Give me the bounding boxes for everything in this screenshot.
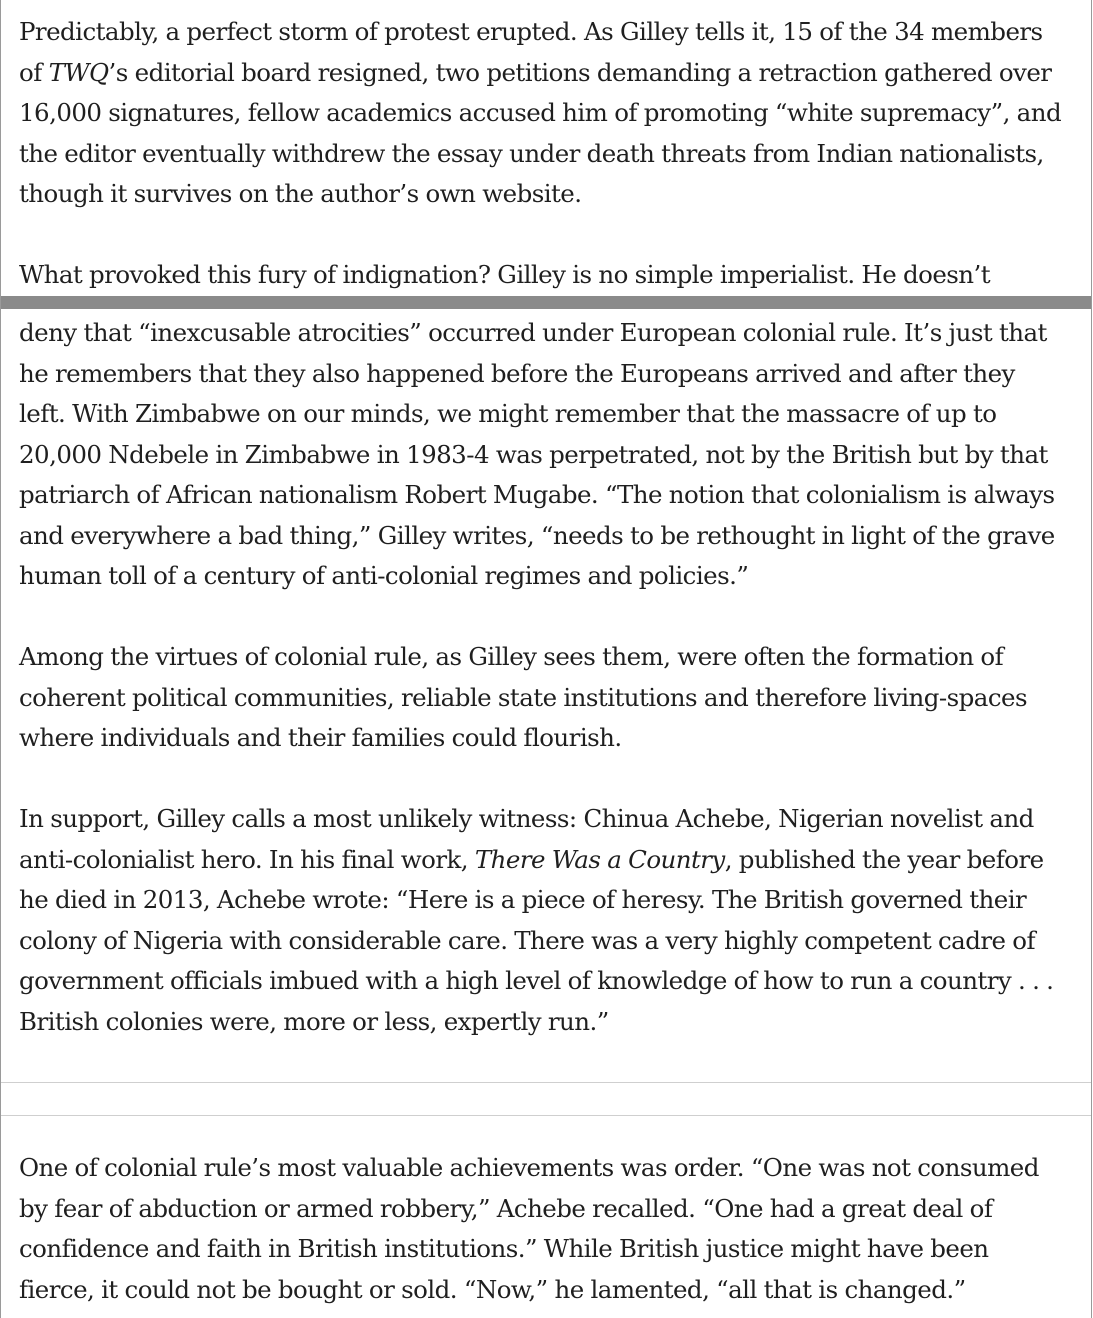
paragraph-2-line-5: 20,000 Ndebele in Zimbabwe in 1983-4 was perpetrated, not by the British but by that (19, 439, 1048, 469)
paragraph-2-line-6: patriarch of African nationalism Robert Mugabe. “The notion that colonialism is always (19, 480, 1055, 509)
section-divider-thick (1, 296, 1091, 309)
paragraph-5-line-4: fierce, it could not be bought or sold. “Now,” he lamented, “all that is changed.” (19, 1274, 966, 1304)
paragraph-1-line-2-suffix: ’s editorial board resigned, two petitions demanding a retraction gathered over (108, 57, 1052, 87)
paragraph-5-line-2: by fear of abduction or armed robbery,” Achebe recalled. “One had a great deal of (19, 1193, 993, 1223)
paragraph-3-line-2: coherent political communities, reliable state institutions and therefore living-spaces (19, 682, 1027, 712)
section-divider-thin (1, 1115, 1091, 1116)
paragraph-gap (19, 215, 1081, 256)
paragraph-1-line-1: Predictably, a perfect storm of protest erupted. As Gilley tells it, 15 of the 34 members (19, 17, 1043, 46)
paragraph-2-line-2: deny that “inexcusable atrocities” occurred under European colonial rule. It’s just that (19, 318, 1047, 347)
paragraph-1-line-5: though it survives on the author’s own website. (19, 179, 582, 208)
paragraph-gap (19, 597, 1081, 638)
paragraph-3-line-1: Among the virtues of colonial rule, as Gilley sees them, were often the formation of (19, 642, 1004, 671)
book-title: There Was a Country (474, 844, 725, 874)
paragraph-4-line-3: he died in 2013, Achebe wrote: “Here is a piece of heresy. The British governed their (19, 885, 1027, 914)
article-text-middle (19, 313, 1081, 1042)
paragraph-2-line-8: human toll of a century of anti-colonial regimes and policies.” (19, 561, 749, 590)
paragraph-4-line-2 (19, 840, 1081, 881)
paragraph-1-line-2 (19, 53, 1081, 94)
paragraph-2-line-1: What provoked this fury of indignation? Gilley is no simple imperialist. He doesn’t (19, 260, 991, 289)
paragraph-2-line-4: left. With Zimbabwe on our minds, we might remember that the massacre of up to (19, 399, 997, 428)
paragraph-5-line-3: confidence and faith in British institutions.” While British justice might have been (19, 1234, 989, 1263)
paragraph-2-line-7: and everywhere a bad thing,” Gilley writes, “needs to be rethought in light of the grave (19, 520, 1055, 550)
paragraph-gap (19, 759, 1081, 800)
article-text-bottom (19, 1148, 1081, 1310)
paragraph-4-line-5: government officials imbued with a high level of knowledge of how to run a country . . . (19, 966, 1054, 995)
paragraph-1-line-4: the editor eventually withdrew the essay under death threats from Indian nationalists, (19, 138, 1044, 168)
article-panel-top (1, 0, 1091, 296)
paragraph-4-line-1: In support, Gilley calls a most unlikely witness: Chinua Achebe, Nigerian novelist and (19, 804, 1034, 833)
paragraph-4-line-6: British colonies were, more or less, expertly run.” (19, 1006, 609, 1036)
paragraph-4-line-2-suffix: , published the year before (724, 844, 1044, 874)
paragraph-1-line-2-prefix: of (19, 57, 49, 87)
paragraph-4-line-2-prefix: anti-colonialist hero. In his final work, (19, 844, 475, 874)
paragraph-4-line-4: colony of Nigeria with considerable care. There was a very highly competent cadre of (19, 925, 1036, 955)
article-text-top (19, 12, 1081, 296)
journal-title: TWQ (48, 57, 109, 87)
paragraph-1-line-3: 16,000 signatures, fellow academics accused him of promoting “white supremacy”, and (19, 98, 1062, 127)
article-panel-bottom (1, 1140, 1091, 1318)
article-panel-middle (1, 309, 1091, 1083)
paragraph-2-line-3: he remembers that they also happened before the Europeans arrived and after they (19, 358, 1015, 388)
paragraph-3-line-3: where individuals and their families could flourish. (19, 723, 622, 752)
paragraph-5-line-1: One of colonial rule’s most valuable achievements was order. “One was not consumed (19, 1153, 1039, 1182)
